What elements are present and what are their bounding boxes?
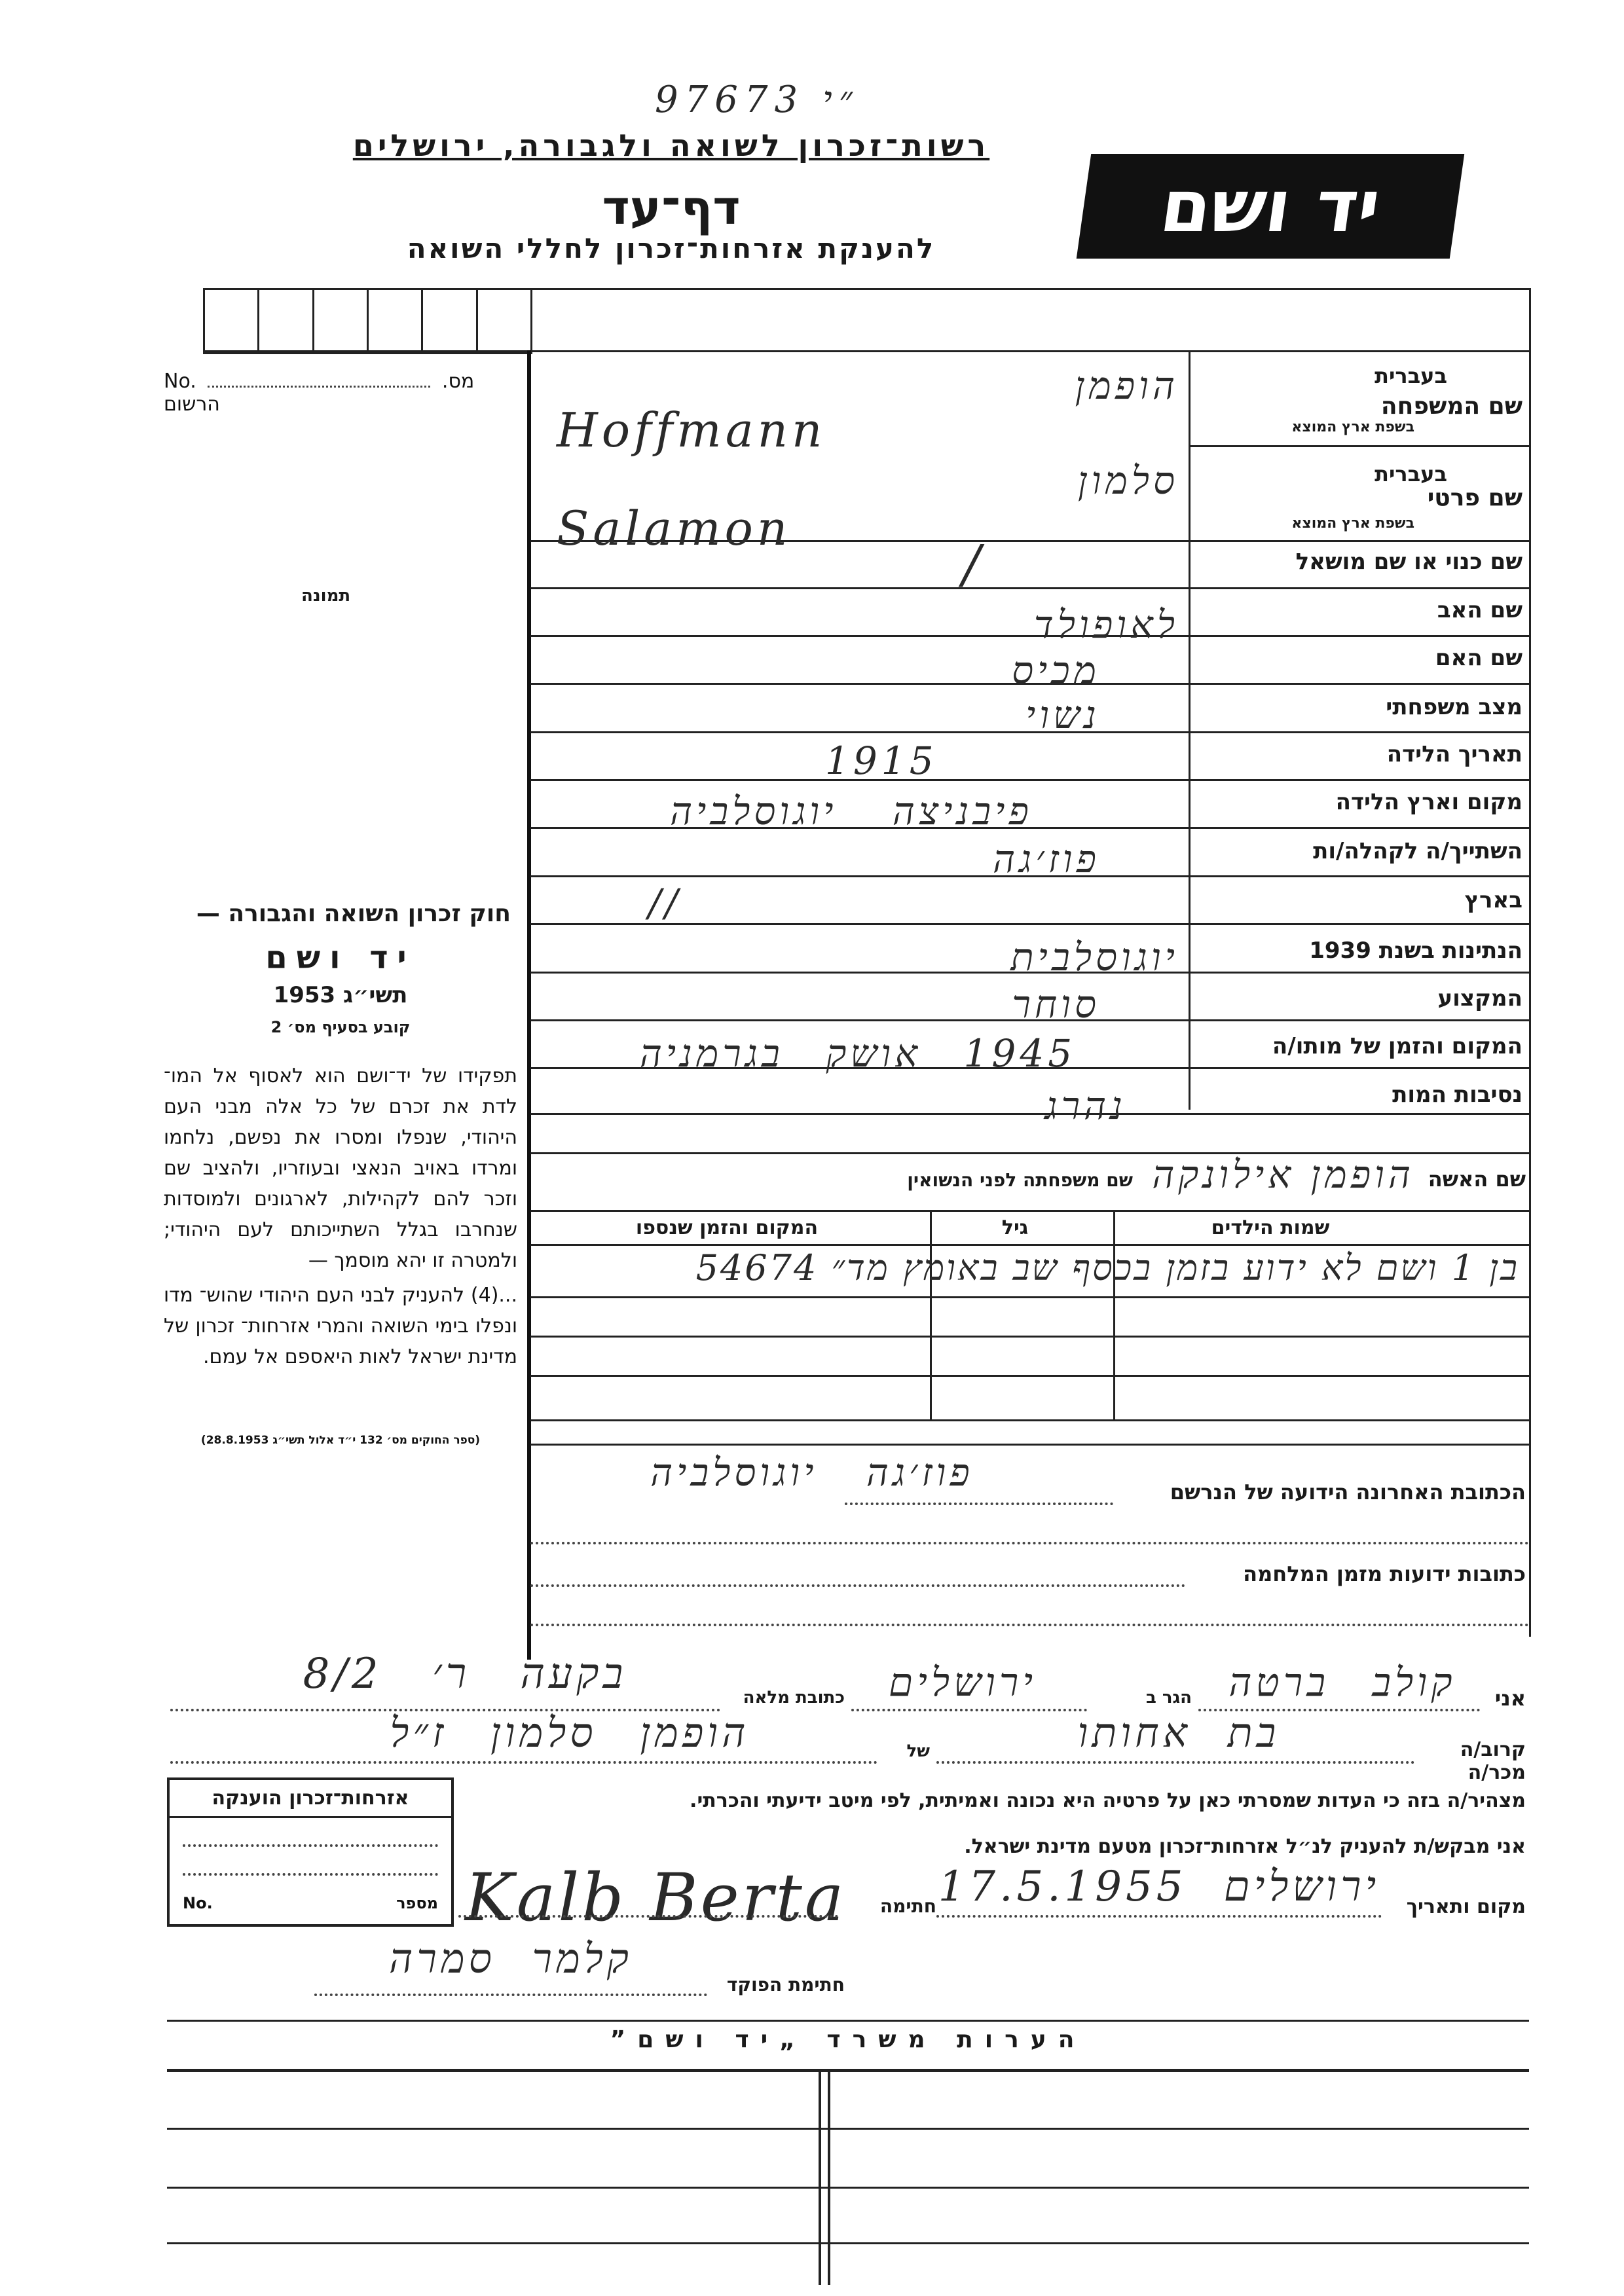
citizenship-box-number-label: מספר — [396, 1894, 438, 1912]
death-circumstances-label: נסיבות המות — [1392, 1082, 1522, 1108]
wife-value: הופמן אילונקה — [1152, 1152, 1414, 1197]
birth-place-label: מקום וארץ הלידה — [1335, 789, 1522, 815]
resides-label: הגר ב — [1145, 1688, 1192, 1707]
declaration-statement: מצהיר/ה בזה כי העדות שמסרתי כאן על פרטיה היא נכונה ואמיתית, לפי מיטב ידיעתי והכרתי. — [690, 1789, 1526, 1812]
mother-value: מכיס — [1012, 648, 1100, 693]
full-address-label: כתובת מלאה — [743, 1688, 845, 1707]
of-name-value: הופמן סלמון ז״ל — [390, 1709, 750, 1757]
reg-no-label: No. — [164, 370, 196, 393]
father-label: שם האב — [1437, 597, 1522, 623]
last-address-label: הכתובת האחרונה הידועה של הנרשם — [1170, 1480, 1526, 1504]
birth-date-label: תאריך הלידה — [1386, 741, 1522, 767]
place-date-label: מקום ותאריך — [1406, 1895, 1526, 1918]
children-names-header: שמות הילדים — [1211, 1216, 1330, 1239]
firstname-native-sublabel: בשפת ארץ המוצא — [1291, 515, 1414, 532]
surname-label: שם המשפחה — [1380, 393, 1522, 420]
country-value: // — [648, 881, 682, 925]
citizenship-1939-label: הנתינות בשנת 1939 — [1309, 938, 1522, 964]
last-address-value: פוז׳גה יוגוסלביה — [650, 1450, 974, 1495]
form-title: דף־עד — [602, 180, 741, 235]
profession-value: סוחר — [1012, 982, 1100, 1027]
file-number: 97673 ״י — [655, 79, 859, 121]
surname-hebrew-value: הופמן — [1075, 363, 1179, 408]
mother-label: שם האם — [1435, 645, 1522, 671]
community-value: פוז׳גה — [993, 837, 1100, 881]
yad-vashem-logo: יד ושם — [1077, 154, 1464, 259]
relation-label: קרוב/ה מכר/ה — [1460, 1738, 1526, 1784]
surname-native-sublabel: בשפת ארץ המוצא — [1291, 419, 1414, 435]
citizenship-value: יוגוסלבית — [1010, 935, 1179, 979]
registration-boxes — [203, 288, 532, 354]
firstname-hebrew-value: סלמון — [1077, 458, 1179, 503]
war-addresses-label: כתובות ידועות מזמן המלחמה — [1243, 1561, 1526, 1586]
officer-signature-label: חתימת הפוקד — [726, 1974, 845, 1995]
of-label: של — [906, 1741, 930, 1761]
declarant-signature: Kalb Berta — [465, 1859, 847, 1936]
officer-signature-value: קלמר סמרה — [389, 1935, 633, 1982]
registration-number-line — [164, 370, 524, 416]
citizenship-box-title: אזרחות־זכרון הוענקה — [212, 1787, 409, 1810]
community-label: השתייך/ה לקהלה/ות — [1313, 838, 1522, 864]
signature-label: חתימה — [879, 1895, 936, 1917]
children-age-header: גיל — [1001, 1216, 1029, 1239]
citizenship-box-no: No. — [183, 1894, 213, 1912]
surname-native-value: Hoffmann — [557, 403, 826, 458]
children-row-1: בן 1 ושם לא ידוע בזמן בכסף שב באומץ מד״ 54674 — [695, 1247, 1519, 1288]
relation-value: בת אחותו — [1077, 1709, 1280, 1757]
wife-label: שם האשה — [1428, 1167, 1526, 1192]
office-notes-title: הערות משרד „יד ושם” — [610, 2026, 1086, 2053]
law-text-2: ...(4) להעניק לבני העם היהודי שהוש־ מדו ונפלו בימי השואה והמרי אזרחות־ זכרון של מדינת ישראל לאות היאספם אל עמם. — [164, 1284, 517, 1368]
nickname-label: שם כנוי או שם מושאל — [1295, 549, 1522, 575]
citizenship-granted-box — [167, 1777, 454, 1927]
marital-status-value: נשוי — [1025, 693, 1100, 737]
notes-divider — [819, 2069, 830, 2285]
law-year: תשי״ג 1953 — [273, 982, 408, 1008]
authority-name: רשות־זכרון לשואה ולגבורה, ירושלים — [352, 128, 990, 163]
declarant-city: ירושלים — [888, 1660, 1037, 1705]
death-place-value: 1945 אושק בגרמניה — [639, 1031, 1077, 1076]
law-title: חוק זכרון השואה והגבורה — — [196, 900, 511, 927]
place-date-value: ירושלים 17.5.1955 — [938, 1863, 1380, 1911]
firstname-label: שם פרטי — [1427, 484, 1522, 511]
declarant-i-label: אני — [1494, 1686, 1526, 1711]
country-label: בארץ — [1464, 887, 1522, 913]
firstname-native-value: Salamon — [557, 501, 792, 556]
profession-label: המקצוע — [1437, 985, 1522, 1011]
law-clause: קובע בסעיף מס׳ 2 — [270, 1018, 411, 1036]
birth-place-value: פיבניצה יוגוסלביה — [670, 789, 1033, 833]
declarant-address: בקעה ר׳ 8/2 — [303, 1650, 627, 1698]
law-reference: (ספר החוקים מס׳ 132 י״ד אלול תשי״ג 28.8.1953) — [200, 1434, 481, 1447]
photo-label: תמונה — [301, 586, 351, 606]
declarant-name: קולב ברטה — [1228, 1660, 1456, 1705]
law-text-1: תפקידו של יד־ושם הוא לאסוף אל המו־ לדת את זכרם של כל אלה מבני העם היהודי, שנפלו ומסרו את נפשם, נלחמו ומרדו באויב הנאצי ובעוזריו, ולהציב שם וזכר להם לקהילות, לארגונים ולמוסדות שנחרבו בגלל השתייכותם לעם היהודי; ולמטרה זו יהא מוסמך — — [164, 1065, 517, 1272]
father-value: לאופולד — [1033, 602, 1179, 647]
surname-hebrew-sublabel: בעברית — [1375, 363, 1447, 388]
reg-label: מס. הרשום — [164, 370, 475, 416]
law-name: יד ושם — [265, 939, 416, 976]
marital-status-label: מצב משפחתי — [1386, 694, 1522, 720]
declaration-request: אני מבקש/ת להעניק לנ״ל אזרחות־זכרון מטעם מדינת ישראל. — [964, 1835, 1526, 1858]
birth-date-value: 1915 — [825, 738, 938, 783]
nickname-value: / — [963, 534, 984, 594]
wife-maiden-label: שם משפחתה לפני הנשואין — [907, 1169, 1133, 1191]
death-place-time-label: המקום והזמן של מותו/ה — [1272, 1033, 1522, 1059]
children-place-header: המקום והזמן שנספו — [635, 1216, 819, 1239]
death-circumstances-value: נהרג — [1044, 1084, 1126, 1128]
form-subtitle: להענקת אזרחות־זכרון לחללי השואה — [407, 232, 936, 264]
firstname-hebrew-sublabel: בעברית — [1375, 462, 1447, 486]
